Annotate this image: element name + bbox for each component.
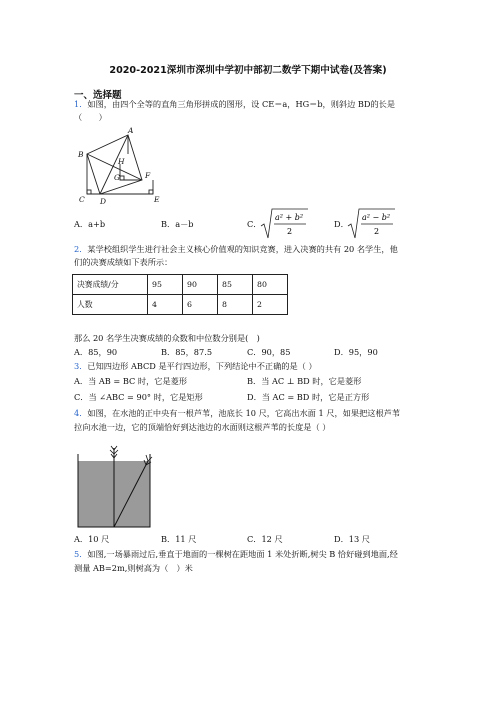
q4-option-b[interactable]: B．11 尺 (161, 534, 197, 544)
q1-figure (76, 124, 166, 206)
q1-label-b: B (78, 150, 84, 159)
q1-number: 1． (74, 99, 88, 109)
table-cell: 4 (148, 295, 183, 315)
table-cell: 85 (218, 275, 253, 295)
q1-right-angle-mark-e (149, 190, 153, 194)
q1-label-e: E (154, 195, 160, 204)
q4-number: 4． (74, 408, 88, 418)
q1-option-d-num: a² − b² (362, 213, 391, 222)
q1-label-f: F (145, 171, 151, 180)
table-cell: 8 (218, 295, 253, 315)
q2-stem-1 (74, 244, 398, 255)
q5-number: 5． (74, 549, 88, 559)
q4-option-c[interactable]: C．12 尺 (247, 534, 283, 544)
q4-pond-figure (74, 442, 156, 530)
q2-option-d[interactable]: D．95，90 (334, 347, 378, 357)
q1-label-g: G (114, 173, 120, 182)
q1-paren: （ ） (74, 112, 107, 122)
q1-option-d-prefix: D． (334, 219, 349, 229)
q3-stem (74, 361, 317, 372)
q1-label-h: H (118, 157, 125, 166)
table-cell: 80 (253, 275, 288, 295)
q1-outer-shape (87, 135, 142, 194)
table-cell: 90 (183, 275, 218, 295)
q4-option-d[interactable]: D．13 尺 (334, 534, 370, 544)
q5-text-1: 如图,一场暴雨过后,垂直于地面的一棵树在距地面 1 米处折断,树尖 B 恰好碰到地面,经 (87, 549, 398, 559)
q1-option-d-den: 2 (374, 227, 380, 236)
q1-option-a[interactable]: A．a+b (74, 219, 106, 229)
q1-option-d-formula (346, 206, 396, 240)
q3-number: 3． (74, 361, 88, 371)
q3-text: 已知四边形 ABCD 是平行四边形，下列结论中不正确的是（ ） (87, 361, 317, 371)
q1-option-c-den: 2 (287, 227, 293, 236)
q1-label-d: D (100, 197, 107, 206)
q3-option-a[interactable]: A．当 AB = BC 时，它是菱形 (74, 376, 188, 386)
q3-option-d[interactable]: D．当 AC = BD 时，它是正方形 (247, 392, 370, 402)
q2-option-b[interactable]: B．85，87.5 (161, 347, 213, 357)
q1-option-c-prefix: C． (247, 219, 262, 229)
q4-option-a[interactable]: A．10 尺 (74, 534, 110, 544)
q4-text-1: 如图，在水池的正中央有一根芦苇，池底长 10 尺，它高出水面 1 尺，如果把这根芦苇 (87, 408, 401, 418)
q1-text: 如图，由四个全等的直角三角形拼成的图形，设 CE＝a，HG＝b，则斜边 BD的长是 (87, 99, 396, 109)
section-heading: 一、选择题 (74, 90, 122, 101)
q1-right-angle-mark-c (87, 190, 91, 194)
q3-option-c[interactable]: C．当 ∠ABC = 90° 时，它是矩形 (74, 392, 203, 402)
q1-option-c-formula (259, 206, 309, 240)
q1-right-angle-mark (120, 176, 124, 180)
table-cell: 决赛成绩/分 (73, 275, 148, 295)
q2-question: 那么 20 名学生决赛成绩的众数和中位数分别是( ) (74, 333, 260, 343)
q1-option-b[interactable]: B．a－b (161, 219, 194, 229)
q2-option-c[interactable]: C．90，85 (247, 347, 291, 357)
q2-stem-2: 们的决赛成绩如下表所示： (74, 257, 173, 267)
q4-stem-2: 拉向水池一边，它的顶端恰好到达池边的水面则这根芦苇的长度是（ ） (74, 422, 331, 432)
table-cell: 人数 (73, 295, 148, 315)
q3-option-b[interactable]: B．当 AC ⊥ BD 时，它是菱形 (247, 376, 362, 386)
q2-score-table (72, 274, 288, 315)
page-title: 2020-2021深圳市深圳中学初中部初二数学下期中试卷(及答案) (109, 65, 387, 76)
table-cell: 6 (183, 295, 218, 315)
table-row (73, 275, 288, 295)
q2-number: 2． (74, 244, 88, 254)
table-cell: 2 (253, 295, 288, 315)
q1-stem (74, 99, 395, 110)
q1-label-c: C (79, 195, 85, 204)
q4-stem-1 (74, 408, 400, 419)
q5-stem-1 (74, 549, 398, 560)
table-cell: 95 (148, 275, 183, 295)
q2-option-a[interactable]: A．85，90 (74, 347, 118, 357)
q2-text-1: 某学校组织学生进行社会主义核心价值观的知识竞赛，进入决赛的共有 20 名学生，他 (87, 244, 398, 254)
q1-label-a: A (128, 126, 134, 135)
table-row (73, 295, 288, 315)
q1-option-c-num: a² + b² (275, 213, 304, 222)
q5-stem-2: 测量 AB=2m,则树高为（ ）米 (74, 563, 193, 573)
